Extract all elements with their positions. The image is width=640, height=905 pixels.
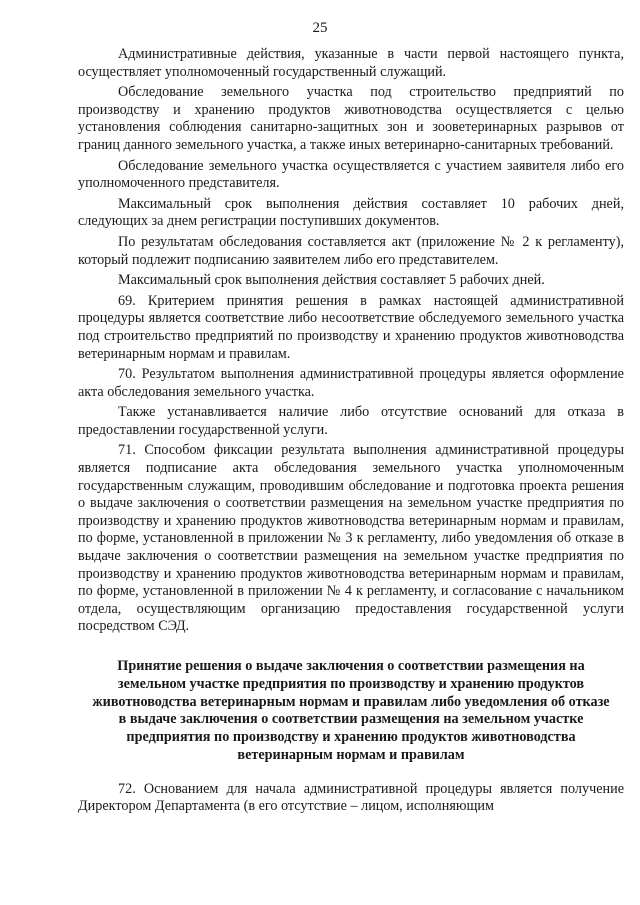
paragraph: Максимальный срок выполнения действия составляет 10 рабочих дней, следующих за днем регистрации поступивших документов. <box>78 195 624 230</box>
section-heading: Принятие решения о выдаче заключения о соответствии размещения на земельном участке предприятия по производству и хранению продуктов животноводства ветеринарным нормам и правилам либо уведомления об отказе в выдаче заключения о соответствии размещения на земельном участке предприятия по производству и хранению продуктов животноводства ветеринарным нормам и правилам <box>92 658 610 763</box>
paragraph-70: 70. Результатом выполнения административной процедуры является оформление акта обследования земельного участка. <box>78 366 624 400</box>
paragraph: Административные действия, указанные в части первой настоящего пункта, осуществляет уполномоченный государственный служащий. <box>78 46 624 80</box>
paragraph: Обследование земельного участка под строительство предприятий по производству и хранению продуктов животноводства осуществляется с целью установления соблюдения санитарно-защитных зон и зооветеринарных разрывов от границ данного земельного участка, а также иных ветеринарно-санитарных требований. <box>78 84 624 153</box>
paragraph: Максимальный срок выполнения действия составляет 5 рабочих дней. <box>118 272 545 289</box>
paragraph-69: 69. Критерием принятия решения в рамках настоящей административной процедуры является соответствие либо несоответствие обследуемого земельного участка под строительство предприятий по производству и хранению продуктов животноводства ветеринарным нормам и правилам. <box>78 292 624 362</box>
page-number: 25 <box>312 20 328 36</box>
document-body <box>78 46 624 819</box>
paragraph-72: 72. Основанием для начала административной процедуры является получение Директором Департамента (в его отсутствие – лицом, исполняющим <box>78 780 624 815</box>
paragraph: Обследование земельного участка осуществляется с участием заявителя либо его уполномоченного представителя. <box>78 157 624 192</box>
paragraph: Также устанавливается наличие либо отсутствие оснований для отказа в предоставлении государственной услуги. <box>78 404 624 438</box>
paragraph-71: 71. Способом фиксации результата выполнения административной процедуры является подписание акта обследования земельного участка уполномоченным государственным служащим, проводившим обследование и подготовка проекта решения о выдаче заключения о соответствии размещения на земельном участке предприятия по производству и хранению продуктов животноводства ветеринарным нормам и правилам, по форме, установленной в приложении № 3 к регламенту, либо уведомления об отказе в выдаче заключения о соответствии размещения на земельном участке предприятия по производству и хранению продуктов животноводства ветеринарным нормам и правилам, по форме, установленной в приложении № 4 к регламенту, и согласование с начальником отдела, осуществляющим организацию предоставления государственной услуги посредством СЭД. <box>78 442 624 635</box>
paragraph: По результатам обследования составляется акт (приложение № 2 к регламенту), который подлежит подписанию заявителем либо его представителем. <box>78 233 624 268</box>
